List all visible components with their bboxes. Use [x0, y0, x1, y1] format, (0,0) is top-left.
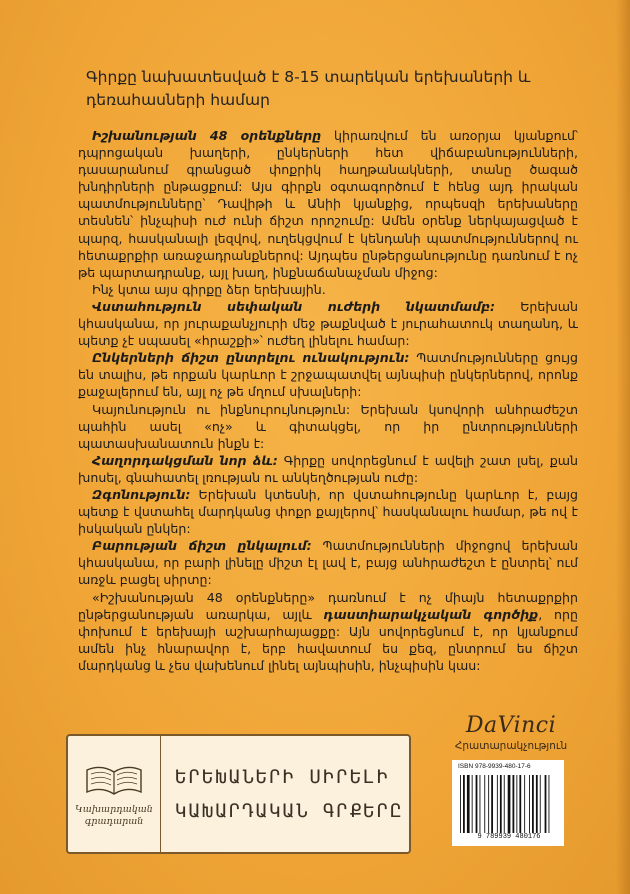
isbn-label: ISBN 978-9939-480-17-6 [458, 763, 531, 770]
point-item [78, 298, 578, 349]
series-logo-label-line2: գրադարան [84, 816, 144, 827]
series-title-line1: ԵՐԵԽԱՆԵՐԻ ՍԻՐԵԼԻ [175, 766, 391, 788]
point-title: Հաղորդակցման նոր ձև: [92, 452, 278, 468]
barcode-bar [497, 775, 498, 833]
point-title: Բարության ճիշտ ընկալում: [92, 538, 312, 554]
barcode-bar [549, 775, 550, 833]
barcode-bar [491, 775, 493, 833]
point-text: Պատմությունների միջոցով երեխան կհասկանա, որ բարի լինելը միշտ էլ լավ է, բայց անհրաժեշտ է ընտրել՝ ում առջև բացել սիրտը: [78, 538, 578, 588]
point-title: Վստահություն սեփական ուժերի նկատմամբ: [92, 298, 496, 314]
point-text: Երեխան կհասկանա, որ յուրաքանչյուրի մեջ թաքնված է յուրահատուկ տաղանդ, և պետք չէ սպասել «հրաշքի»՝ ուժեղ լինելու համար: [78, 298, 578, 349]
barcode-number: 9 789939 480176 [477, 833, 541, 841]
point-text: Կայունություն ու ինքնուրույնություն: Երեխան կսովորի անհրաժեշտ պահին ասել «ոչ» և գիտակցել, որ իր ընտրությունների պատասխանատուն ինքն է: [78, 401, 578, 451]
barcode-bar [500, 775, 502, 833]
point-item [78, 452, 578, 486]
point-item [78, 486, 578, 537]
series-logo-label-line1: Կախարդական [75, 804, 153, 815]
cover-edge-shadow [616, 0, 630, 894]
barcode-bar [529, 775, 530, 833]
point-text: Պատմությունները ցույց են տալիս, թե որքան կարևոր է շրջապատվել այնպիսի ընկերներով, որոնք քաջալերում են, այլ ոչ թե մղում սխալների: [78, 350, 578, 400]
closing-part2: , որը փոխում է երեխայի աշխարհայացքը: Այն սովորեցնում է, որ կյանքում ամեն ինչ հնարավոր է, երբ հավատում ես քեզ, ընտրում ես ճիշտ մարդկանց և չես վախենում լինել այնպիսին, ինչպիսին կաս: [78, 606, 578, 673]
barcode-bar [488, 775, 489, 833]
open-book-icon [83, 760, 145, 800]
publisher-logo: DaVinci [465, 713, 557, 738]
what-gives-line: Ինչ կտա այս գիրքը ձեր երեխային. [92, 281, 326, 297]
intro-lead: Իշխանության 48 օրենքները [92, 128, 322, 143]
barcode-bar [540, 775, 541, 833]
closing-part1: «Իշխանության 48 օրենքները» դառնում է ոչ միայն հետաքրքիր ընթերցանության առարկա, այլև [78, 589, 578, 622]
point-title: Ընկերների ճիշտ ընտրելու ունակություն: [92, 350, 410, 366]
intro-paragraph [78, 127, 578, 281]
series-title-line2: ԿԱԽԱՐԴԱԿԱՆ ԳՐՔԵՐԸ [175, 800, 404, 822]
description-text [78, 127, 578, 674]
barcode-bar [476, 775, 478, 833]
audience-tagline: Գիրքը նախատեսված է 8-15 տարեկան երեխաների և դեռահասների համար [86, 68, 531, 109]
barcode-bar [480, 775, 481, 833]
barcode-bar [536, 775, 538, 833]
barcode-bar [524, 775, 525, 833]
publisher-mark [436, 713, 586, 752]
point-text: Երեխան կտեսնի, որ վստահությունը կարևոր է, բայց պետք է վստահել մարդկանց փոքր քայլերով՝ հասկանալու համար, թե ով է իսկական ընկեր: [78, 486, 578, 537]
barcode-bar [463, 775, 465, 833]
barcode-bar [513, 775, 515, 833]
series-banner [66, 734, 411, 854]
barcode-bar [504, 775, 505, 833]
isbn-barcode-block [452, 760, 564, 846]
barcode-icon [458, 775, 558, 833]
point-item [78, 349, 578, 400]
point-item [78, 401, 578, 452]
barcode-bar [472, 775, 473, 833]
closing-paragraph [78, 589, 578, 674]
series-logo-label [75, 804, 153, 828]
barcode-bar [516, 775, 517, 833]
barcode-bar [508, 775, 511, 833]
series-logo [68, 736, 161, 852]
series-title [161, 760, 409, 828]
barcode-bar [484, 775, 485, 833]
barcode-bar [545, 775, 547, 833]
point-title: Զգոնություն: [92, 486, 191, 502]
barcode-bar [519, 775, 521, 833]
barcode-bar [467, 775, 470, 833]
point-item [78, 537, 578, 588]
closing-bold: դաստիարակչական գործիք [323, 606, 539, 622]
barcode-bar [532, 775, 534, 833]
publisher-subtitle: Հրատարակչություն [454, 740, 568, 752]
intro-body: կիրառվում են առօրյա կյանքում՝ դպրոցական խաղերի, ընկերների հետ վիճաբանությունների, դասարանում գրանցած փոքրիկ հաղթանակների, տանը ծագած խնդիրների ընթացքում: Այս գիրքն օգտագործում է հենց այդ իրական պատմությունները՝ Դավիթի և Անիի կյանքից, որպեսզի երեխաները տեսնեն՝ ինչպիսի ուժ ունի ճիշտ որոշումը: Ամեն օրենք ներկայացված է պարզ, հասկանալի լեզվով, ուղեկցվում է կենդանի պատմություններով ու հետաքրքիր առաջադրանքներով: Այդպես ընթերցանությունը դառնում է ոչ թե պարտադրանք, այլ խաղ, ինքնաճանաչման միջոց: [78, 128, 578, 280]
point-text: Գիրքը սովորեցնում է ավելի շատ լսել, քան խոսել, գնահատել լռության ու անկեղծության ուժը: [78, 452, 578, 485]
barcode-bar [460, 775, 461, 833]
